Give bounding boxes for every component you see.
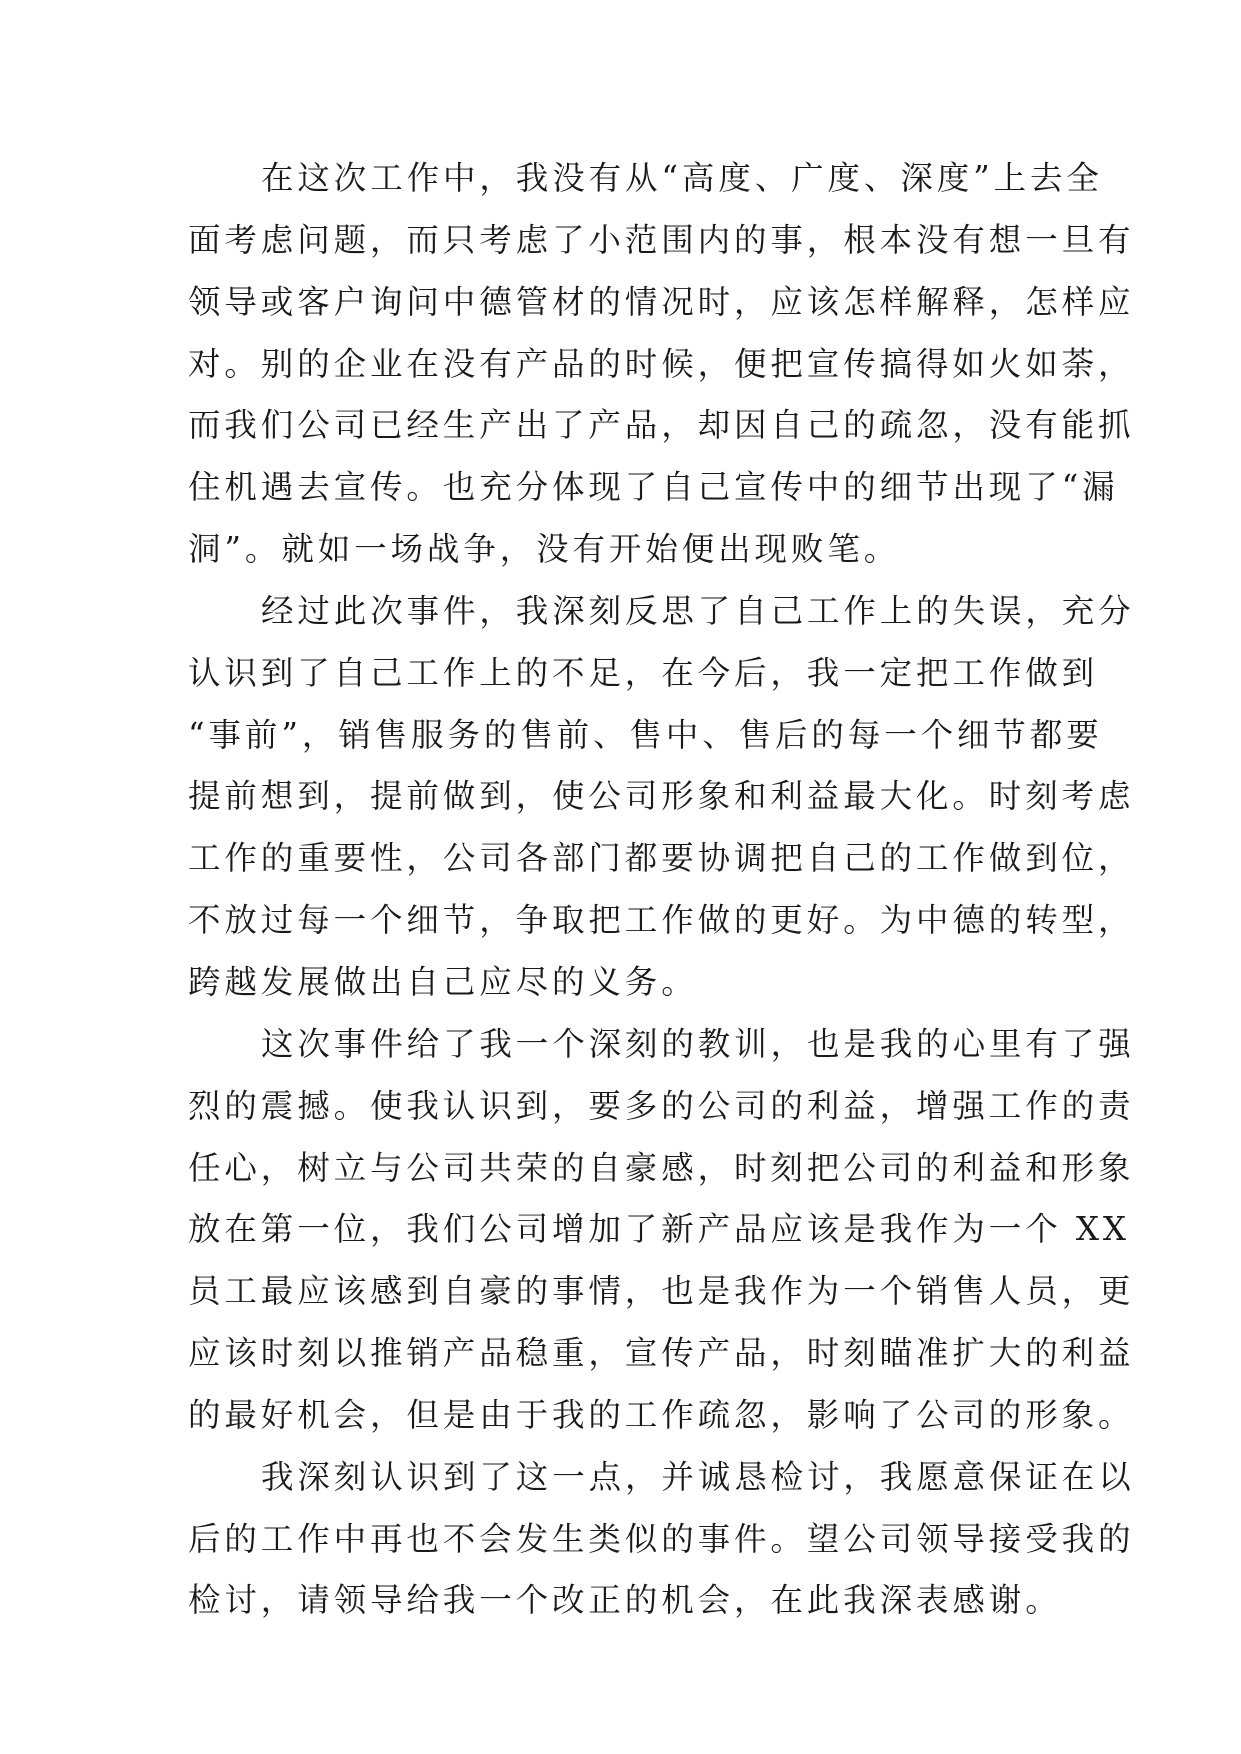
text-line: 对。别的企业在没有产品的时候，便把宣传搞得如火如荼， bbox=[188, 344, 1135, 383]
text-line: 认识到了自己工作上的不足，在今后，我一定把工作做到 bbox=[188, 653, 1099, 692]
text-line: 员工最应该感到自豪的事情，也是我作为一个销售人员，更 bbox=[188, 1272, 1135, 1311]
text-line: 烈的震撼。使我认识到，要多的公司的利益，增强工作的责 bbox=[188, 1086, 1135, 1125]
paragraph-first-line: 经过此次事件，我深刻反思了自己工作上的失误，充分 bbox=[261, 591, 1135, 630]
text-line: 洞”。就如一场战争，没有开始便出现败笔。 bbox=[188, 530, 901, 569]
text-line: 面考虑问题，而只考虑了小范围内的事，根本没有想一旦有 bbox=[188, 220, 1135, 259]
text-line: “事前”，销售服务的售前、售中、售后的每一个细节都要 bbox=[188, 715, 1103, 754]
text-line: 住机遇去宣传。也充分体现了自己宣传中的细节出现了“漏 bbox=[188, 468, 1119, 507]
text-line: 应该时刻以推销产品稳重，宣传产品，时刻瞄准扩大的利益 bbox=[188, 1334, 1135, 1373]
paragraph-first-line: 在这次工作中，我没有从“高度、广度、深度”上去全 bbox=[261, 159, 1103, 197]
paragraph-first-line: 这次事件给了我一个深刻的教训，也是我的心里有了强 bbox=[261, 1024, 1135, 1063]
text-line: 领导或客户询问中德管材的情况时，应该怎样解释，怎样应 bbox=[188, 282, 1135, 321]
text-line: 工作的重要性，公司各部门都要协调把自己的工作做到位， bbox=[188, 839, 1135, 878]
text-line: 而我们公司已经生产出了产品，却因自己的疏忽，没有能抓 bbox=[188, 406, 1135, 445]
body-text bbox=[188, 148, 1135, 1632]
text-line: 跨越发展做出自己应尽的义务。 bbox=[188, 962, 698, 1001]
text-line: 不放过每一个细节，争取把工作做的更好。为中德的转型， bbox=[188, 901, 1135, 940]
text-line: 提前想到，提前做到，使公司形象和利益最大化。时刻考虑 bbox=[188, 777, 1135, 816]
text-line: 放在第一位，我们公司增加了新产品应该是我作为一个 XX bbox=[188, 1210, 1130, 1249]
text-line: 检讨，请领导给我一个改正的机会，在此我深表感谢。 bbox=[188, 1581, 1062, 1620]
text-line: 的最好机会，但是由于我的工作疏忽，影响了公司的形象。 bbox=[188, 1395, 1135, 1434]
text-line: 任心，树立与公司共荣的自豪感，时刻把公司的利益和形象 bbox=[188, 1148, 1135, 1187]
paragraph-first-line: 我深刻认识到了这一点，并诚恳检讨，我愿意保证在以 bbox=[261, 1457, 1135, 1496]
text-line: 后的工作中再也不会发生类似的事件。望公司领导接受我的 bbox=[188, 1519, 1135, 1558]
